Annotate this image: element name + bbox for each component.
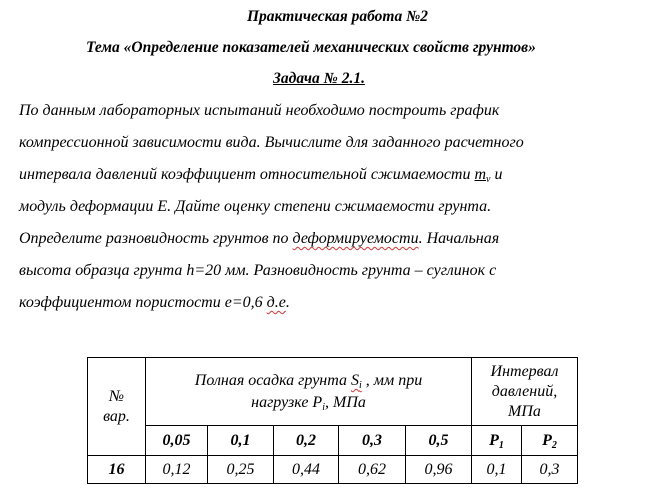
- task-text-line-1: По данным лабораторных испытаний необходимо построить график: [19, 102, 500, 119]
- load-cell: 0,5: [406, 426, 472, 456]
- load-row: [88, 426, 578, 456]
- task-text-line-4: модуль деформации Е. Дайте оценку степени сжимаемости грунта.: [19, 198, 492, 215]
- load-cell: 0,05: [146, 426, 208, 456]
- work-title: Практическая работа №2: [247, 8, 429, 25]
- variant-cell: 16: [88, 456, 146, 484]
- p2-value-cell: 0,3: [522, 456, 578, 484]
- p1-value-cell: 0,1: [472, 456, 522, 484]
- table-header-row: [88, 358, 578, 426]
- mv-symbol: $m_v$: [474, 166, 491, 185]
- table-row: [88, 456, 578, 484]
- settlement-header: Полная осадка грунта $S_i$ , мм при нагрузке $P_i$, МПа: [146, 358, 472, 426]
- load-cell: 0,3: [339, 426, 406, 456]
- variant-header: № вар.: [88, 358, 146, 456]
- task-text-line-7: коэффициентом пористости е=0,6 д.е.: [19, 294, 290, 311]
- settlement-cell: 0,96: [406, 456, 472, 484]
- task-text-line-3: интервала давлений коэффициент относительной сжимаемости $m_v$ и: [19, 166, 503, 185]
- settlement-cell: 0,62: [339, 456, 406, 484]
- interval-header: Интервал давлений, МПа: [472, 358, 578, 426]
- load-cell: 0,2: [274, 426, 339, 456]
- settlement-table: [87, 357, 578, 484]
- settlement-cell: 0,44: [274, 456, 339, 484]
- task-text-line-2: компрессионной зависимости вида. Вычислите для заданного расчетного: [19, 134, 524, 151]
- task-text-line-5: Определите разновидность грунтов по деформируемости. Начальная: [19, 230, 500, 247]
- task-text-line-6: высота образца грунта h=20 мм. Разновидность грунта – суглинок с: [19, 262, 497, 279]
- settlement-cell: 0,25: [208, 456, 274, 484]
- spellcheck-word: д.е: [266, 294, 286, 311]
- p1-header: $P_1$: [472, 426, 522, 456]
- spellcheck-word: деформируемости: [292, 230, 419, 247]
- p2-header: $P_2$: [522, 426, 578, 456]
- topic-title: Тема «Определение показателей механических свойств грунтов»: [86, 39, 536, 56]
- load-cell: 0,1: [208, 426, 274, 456]
- settlement-cell: 0,12: [146, 456, 208, 484]
- task-title: Задача № 2.1.: [273, 70, 365, 87]
